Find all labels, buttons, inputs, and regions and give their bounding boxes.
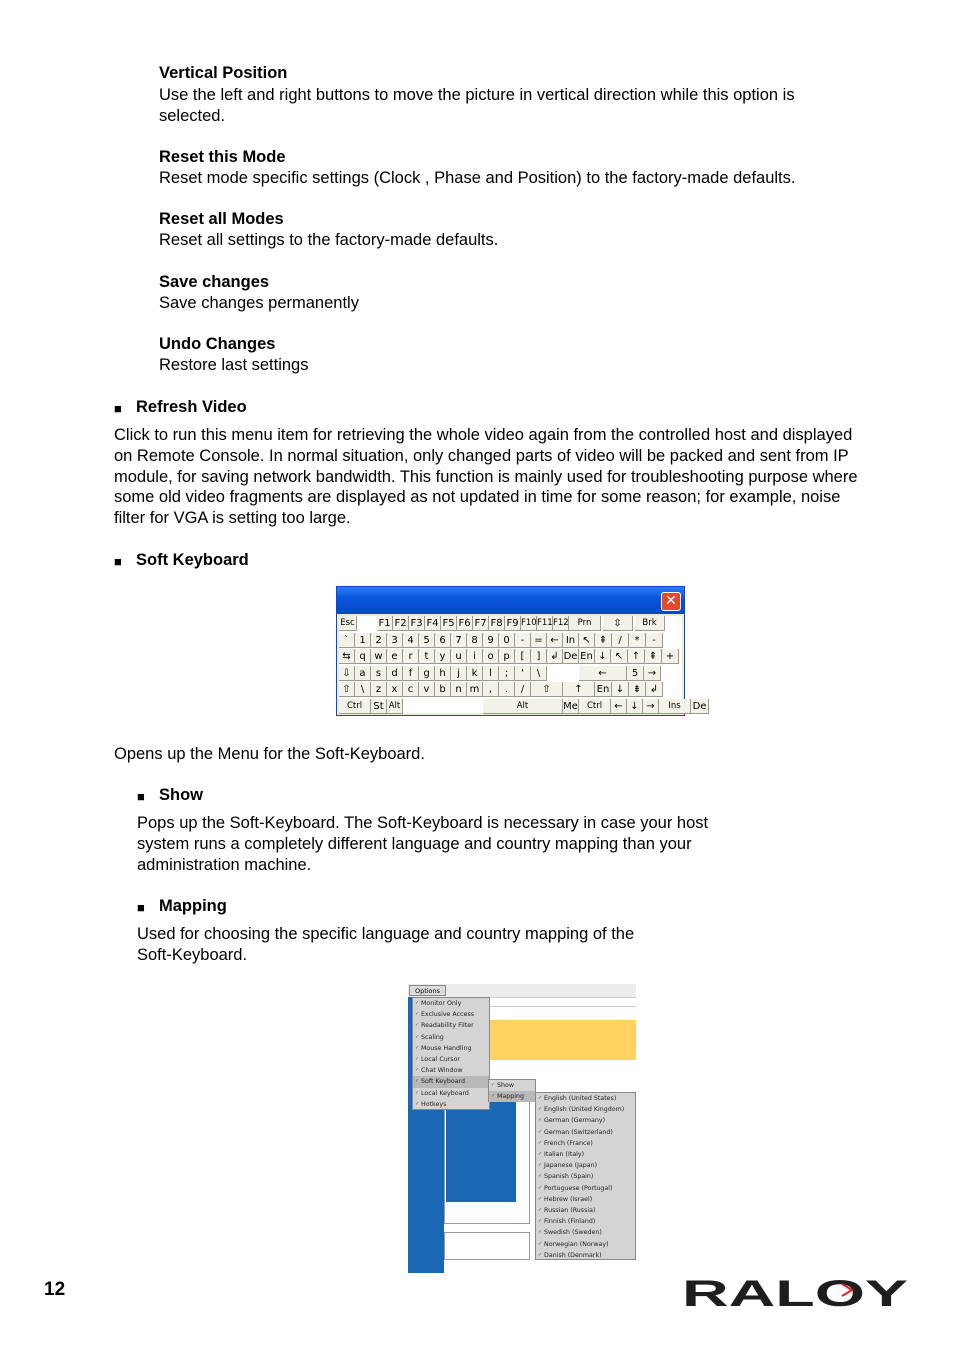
keyboard-key[interactable]: 9 [483,633,499,648]
text-line: selected. [159,106,226,125]
keyboard-key[interactable]: Ins [659,699,691,714]
keyboard-key[interactable]: F5 [441,616,457,631]
bullet-icon: ■ [137,789,145,804]
menu-item[interactable]: ✓ Italian (Italy) [536,1149,635,1160]
checkmark-icon: ✓ [415,1067,420,1074]
menu-item[interactable]: ✓ Swedish (Sweden) [536,1227,635,1238]
menu-item[interactable]: ✓ Finnish (Finland) [536,1216,635,1227]
checkmark-icon: ✓ [415,1100,420,1107]
checkmark-icon: ✓ [415,1033,420,1040]
checkmark-icon: ✓ [538,1173,543,1180]
keyboard-key[interactable]: = [531,633,547,648]
text-line: Click to run this menu item for retrieving the whole video again from the controlled host and displayed [114,426,853,444]
keyboard-key[interactable]: Ctrl [579,699,611,714]
keyboard-key[interactable]: ← [579,666,627,681]
soft-keyboard-titlebar [337,587,684,614]
keyboard-key[interactable]: a [355,666,371,681]
reset-mode-text: Reset mode specific settings (Clock , Phase and Position) to the factory-made defaults. [159,169,796,187]
keyboard-key[interactable]: f [403,666,419,681]
keyboard-key[interactable]: * [629,633,646,648]
options-menu-button[interactable]: Options [409,985,446,996]
keyboard-key[interactable]: , [483,682,499,697]
keyboard-key[interactable]: . [499,682,515,697]
soft-keyboard-keys [339,616,707,713]
menu-item[interactable]: ✓ Local Cursor [413,1054,489,1065]
show-text [137,813,708,875]
menu-item[interactable]: ✓ Norwegian (Norway) [536,1239,635,1250]
show-title: Show [159,786,203,804]
keyboard-key[interactable]: x [387,682,403,697]
keyboard-key[interactable]: / [612,633,629,648]
undo-changes-text: Restore last settings [159,356,309,374]
save-changes-text: Save changes permanently [159,294,359,312]
menu-item[interactable]: ✓ German (Switzerland) [536,1127,635,1138]
bullet-icon: ■ [114,554,122,569]
keyboard-key[interactable]: - [646,633,663,648]
close-icon[interactable]: ✕ [661,592,681,611]
soft-keyboard-window [336,586,707,716]
checkmark-icon: ✓ [491,1082,496,1088]
page-number: 12 [44,1279,66,1300]
soft-keyboard-title: Soft Keyboard [136,551,249,569]
checkmark-icon: ✓ [538,1195,543,1202]
keyboard-key[interactable]: 6 [435,633,451,648]
text-line: module, for saving network bandwidth. This function is mainly used for troubleshooting purpose where [114,467,858,486]
text-line: system runs a completely different language and country mapping than your [137,834,692,853]
menu-item[interactable]: ✓ Hotkeys [413,1099,489,1110]
window-frame [444,1232,530,1260]
keyboard-key[interactable]: b [435,682,451,697]
keyboard-key[interactable]: En [579,649,595,664]
menu-item[interactable]: ✓ Monitor Only [413,998,489,1009]
keyboard-key[interactable]: Me [563,700,578,712]
keyboard-key[interactable]: ⇳ [603,616,633,631]
svg-text:RALOY: RALOY [682,1273,909,1314]
menu-item[interactable]: ✓ Mouse Handling [413,1043,489,1054]
keyboard-key[interactable]: \ [531,666,547,681]
keyboard-key[interactable]: ↲ [646,682,663,697]
keyboard-key[interactable]: 0 [499,633,515,648]
divider [488,1006,636,1007]
keyboard-key[interactable]: De [563,651,578,662]
keyboard-key[interactable]: Esc [339,616,357,631]
checkmark-icon: ✓ [415,1022,420,1029]
menu-item[interactable]: ✓ Japanese (Japan) [536,1160,635,1171]
keyboard-key[interactable]: ⇟ [629,682,646,697]
checkmark-icon: ✓ [491,1093,496,1100]
undo-changes-title: Undo Changes [159,335,276,353]
keyboard-key[interactable]: 3 [387,633,403,648]
keyboard-key[interactable]: h [435,666,451,681]
checkmark-icon: ✓ [538,1229,543,1236]
menu-item[interactable]: ✓ Mapping [489,1091,535,1102]
checkmark-icon: ✓ [415,1044,420,1051]
keyboard-key[interactable]: i [467,649,483,664]
keyboard-key[interactable]: F11 [537,616,553,631]
menu-item[interactable]: ✓ Russian (Russia) [536,1205,635,1216]
keyboard-key[interactable]: ← [611,699,627,714]
menu-item[interactable]: ✓ French (France) [536,1138,635,1149]
menu-item[interactable]: ✓ Hebrew (Israel) [536,1194,635,1205]
keyboard-key[interactable]: Brk [635,616,665,631]
keyboard-key[interactable]: De [691,699,709,714]
keyboard-key[interactable]: n [451,682,467,697]
menu-item[interactable]: ✓ Exclusive Access [413,1009,489,1020]
keyboard-key[interactable]: ↓ [595,649,611,664]
checkmark-icon: ✓ [415,1078,420,1085]
keyboard-key[interactable]: F8 [489,616,505,631]
keyboard-key[interactable]: ` [339,633,355,648]
keyboard-key[interactable]: p [499,649,515,664]
keyboard-key[interactable]: → [643,699,659,714]
keyboard-key[interactable]: ↖ [579,633,595,648]
keyboard-key[interactable]: In [563,633,579,648]
text-line: filter for VGA is setting too large. [114,509,351,528]
keyboard-key[interactable]: w [371,649,387,664]
keyboard-key[interactable]: r [403,649,419,664]
keyboard-key[interactable]: ] [531,649,547,664]
text-line: Soft-Keyboard. [137,945,248,964]
checkmark-icon: ✓ [538,1128,543,1135]
keyboard-key[interactable]: En [595,682,612,697]
keyboard-key[interactable]: ⇧ [531,682,563,697]
checkmark-icon: ✓ [538,1106,543,1113]
text-line: administration machine. [137,855,312,874]
text-line: Used for choosing the specific language and country mapping of the [137,925,635,943]
options-dropdown [412,997,490,1110]
menu-item[interactable]: ✓ Spanish (Spain) [536,1171,635,1182]
menu-item[interactable]: ✓ Scaling [413,1032,489,1043]
keyboard-key[interactable]: ↑ [563,682,595,697]
vertical-position-title: Vertical Position [159,64,288,82]
keyboard-key[interactable]: ⇩ [339,666,355,681]
keyboard-key[interactable]: e [387,649,403,664]
keyboard-key[interactable]: 7 [451,633,467,648]
keyboard-key[interactable]: j [451,666,467,681]
checkmark-icon: ✓ [415,1000,420,1006]
keyboard-key[interactable]: d [387,666,403,681]
menu-item[interactable]: ✓ English (United States) [536,1093,635,1104]
keyboard-key[interactable]: → [644,666,661,681]
checkmark-icon: ✓ [538,1251,543,1258]
keyboard-key[interactable]: 8 [467,633,483,648]
keyboard-key[interactable]: St [371,699,387,714]
keyboard-key[interactable]: ↑ [628,649,645,664]
keyboard-key[interactable]: ⇞ [645,649,662,664]
keyboard-key[interactable]: ' [515,666,531,681]
checkmark-icon: ✓ [538,1184,543,1191]
keyboard-key[interactable]: c [403,682,419,697]
vertical-position-text [159,85,795,127]
menu-item[interactable]: ✓ Soft Keyboard [413,1076,489,1087]
menu-item[interactable]: ✓ English (United Kingdom) [536,1104,635,1115]
checkmark-icon: ✓ [538,1207,543,1213]
keyboard-key[interactable]: F3 [409,616,425,631]
soft-keyboard-submenu [488,1079,536,1102]
reset-mode-title: Reset this Mode [159,148,286,166]
checkmark-icon: ✓ [415,1089,420,1096]
keyboard-key[interactable]: t [419,649,435,664]
menu-item[interactable]: ✓ Chat Window [413,1065,489,1076]
keyboard-key[interactable]: u [451,649,467,664]
keyboard-key[interactable]: / [515,682,531,697]
reset-all-text: Reset all settings to the factory-made defaults. [159,231,499,249]
menu-item[interactable]: ✓ Danish (Denmark) [536,1250,635,1261]
keyboard-key[interactable]: ↲ [547,649,563,664]
bullet-icon: ■ [114,401,122,416]
preview-area [446,1102,516,1202]
keyboard-key[interactable]: F1 [377,616,393,631]
checkmark-icon: ✓ [538,1218,543,1225]
keyboard-key[interactable]: F4 [425,616,441,631]
highlight-area [488,1020,636,1060]
mapping-submenu [535,1092,636,1260]
keyboard-key[interactable]: 2 [371,633,387,648]
keyboard-key[interactable]: ↓ [627,699,643,714]
keyboard-key[interactable]: [ [515,649,531,664]
keyboard-key[interactable]: q [355,649,371,664]
keyboard-key[interactable]: v [419,682,435,697]
keyboard-key[interactable]: k [467,666,483,681]
keyboard-key[interactable]: Alt [387,699,403,714]
save-changes-title: Save changes [159,273,270,291]
text-line: some old video fragments are displayed as not updated in time for some reason; for example, noise [114,488,841,507]
keyboard-key[interactable]: ↓ [612,682,629,697]
keyboard-key[interactable]: F6 [457,616,473,631]
keyboard-key[interactable]: \ [355,682,371,697]
keyboard-key[interactable]: Prn [569,616,601,631]
checkmark-icon: ✓ [538,1117,543,1124]
keyboard-key[interactable]: Ctrl [339,699,371,714]
text-line: on Remote Console. In normal situation, only changed parts of video will be packed and sent from IP [114,446,849,465]
keyboard-key[interactable]: ⇞ [595,633,612,648]
menu-item[interactable]: ✓ Portuguese (Portugal) [536,1183,635,1194]
refresh-video-text [114,425,858,529]
keyboard-key[interactable]: Alt [483,699,563,714]
keyboard-key[interactable]: 5 [627,666,644,681]
keyboard-key[interactable]: 5 [419,633,435,648]
checkmark-icon: ✓ [538,1162,543,1169]
keyboard-key[interactable]: F12 [553,616,569,631]
checkmark-icon: ✓ [415,1011,420,1018]
keyboard-key[interactable]: 4 [403,633,419,648]
keyboard-key[interactable]: g [419,666,435,681]
keyboard-key[interactable]: ⇆ [339,649,355,664]
keyboard-key[interactable]: ⇧ [339,682,355,697]
keyboard-key[interactable]: F9 [505,616,521,631]
keyboard-key[interactable]: + [662,649,679,664]
keyboard-key[interactable]: o [483,649,499,664]
keyboard-key[interactable]: ; [499,666,515,681]
keyboard-key[interactable]: l [483,666,499,681]
keyboard-key[interactable]: F2 [393,616,409,631]
menu-item[interactable]: ✓ Show [489,1080,535,1091]
mapping-menu-screenshot [408,984,636,1260]
keyboard-key[interactable]: m [467,682,483,697]
checkmark-icon: ✓ [538,1095,543,1101]
keyboard-key[interactable]: - [515,633,531,648]
checkmark-icon: ✓ [415,1056,420,1062]
mapping-text [137,924,634,966]
menu-item[interactable]: ✓ Readability Filter [413,1020,489,1031]
bullet-icon: ■ [137,900,145,915]
checkmark-icon: ✓ [538,1139,543,1146]
refresh-video-title: Refresh Video [136,398,247,416]
menu-item[interactable]: ✓ Local Keyboard [413,1088,489,1099]
keyboard-key[interactable]: F10 [521,616,537,631]
raloy-logo [682,1273,909,1314]
checkmark-icon: ✓ [538,1240,543,1247]
reset-all-title: Reset all Modes [159,210,284,228]
keyboard-key[interactable]: y [435,649,451,664]
keyboard-key[interactable]: z [371,682,387,697]
keyboard-key[interactable]: ← [547,633,563,648]
mapping-title: Mapping [159,897,227,915]
text-line: Pops up the Soft-Keyboard. The Soft-Keyboard is necessary in case your host [137,814,709,832]
checkmark-icon: ✓ [538,1151,543,1157]
soft-keyboard-caption: Opens up the Menu for the Soft-Keyboard. [114,745,425,763]
keyboard-key[interactable]: s [371,666,387,681]
menu-item[interactable]: ✓ German (Germany) [536,1115,635,1126]
text-line: Use the left and right buttons to move the picture in vertical direction while this option is [159,86,795,104]
keyboard-key[interactable]: 1 [355,633,371,648]
keyboard-key[interactable]: ↖ [611,649,628,664]
keyboard-key[interactable]: F7 [473,616,489,631]
